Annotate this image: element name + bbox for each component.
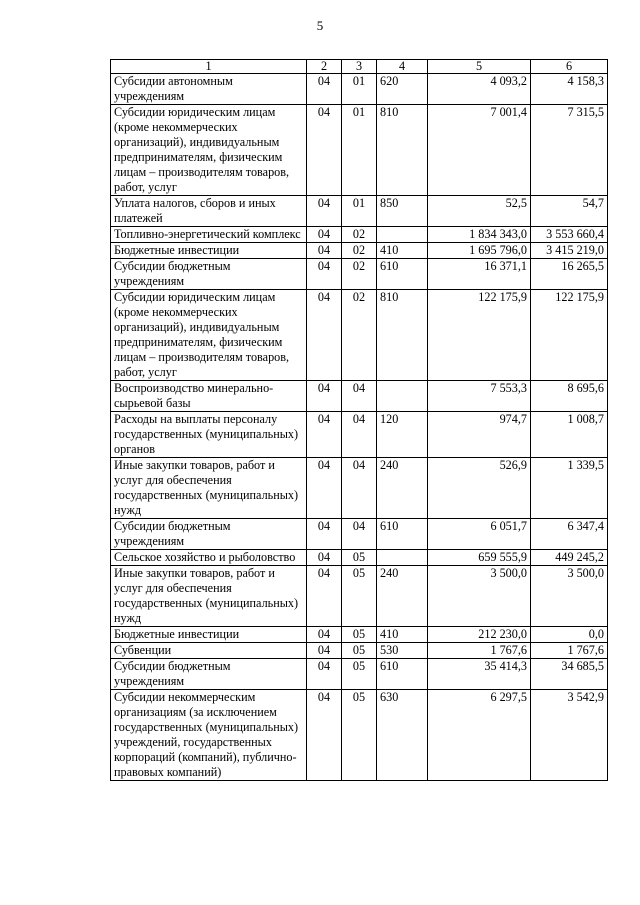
section-code-cell: 04	[307, 643, 342, 659]
row-name-cell: Субсидии некоммерческим организациям (за исключением государственных (муниципальных) учреждений, государственных корпораций (компаний), публично-правовых компаний)	[111, 690, 307, 781]
amount-year1-cell: 659 555,9	[428, 550, 531, 566]
section-code-cell: 04	[307, 566, 342, 627]
amount-year1-cell: 1 767,6	[428, 643, 531, 659]
subsection-code-cell: 01	[342, 196, 377, 227]
table-row	[111, 381, 608, 412]
amount-year2-cell: 3 500,0	[531, 566, 608, 627]
row-name-cell: Субвенции	[111, 643, 307, 659]
amount-year2-cell: 4 158,3	[531, 74, 608, 105]
row-name-cell: Топливно-энергетический комплекс	[111, 227, 307, 243]
expense-type-cell: 410	[377, 627, 428, 643]
section-code-cell: 04	[307, 627, 342, 643]
row-name-cell: Субсидии автономным учреждениям	[111, 74, 307, 105]
expense-type-cell: 810	[377, 290, 428, 381]
table-row	[111, 458, 608, 519]
table-row	[111, 74, 608, 105]
expense-type-cell: 610	[377, 519, 428, 550]
amount-year1-cell: 16 371,1	[428, 259, 531, 290]
table-row	[111, 690, 608, 781]
header-cell: 1	[111, 60, 307, 74]
amount-year2-cell: 1 008,7	[531, 412, 608, 458]
amount-year1-cell: 6 297,5	[428, 690, 531, 781]
subsection-code-cell: 04	[342, 412, 377, 458]
table-row	[111, 566, 608, 627]
table-row	[111, 196, 608, 227]
table-row	[111, 105, 608, 196]
row-name-cell: Уплата налогов, сборов и иных платежей	[111, 196, 307, 227]
section-code-cell: 04	[307, 105, 342, 196]
amount-year2-cell: 1 767,6	[531, 643, 608, 659]
subsection-code-cell: 05	[342, 659, 377, 690]
amount-year2-cell: 1 339,5	[531, 458, 608, 519]
amount-year2-cell: 3 542,9	[531, 690, 608, 781]
budget-table	[110, 59, 608, 781]
section-code-cell: 04	[307, 550, 342, 566]
row-name-cell: Иные закупки товаров, работ и услуг для обеспечения государственных (муниципальных) нужд	[111, 566, 307, 627]
amount-year2-cell: 34 685,5	[531, 659, 608, 690]
expense-type-cell: 120	[377, 412, 428, 458]
expense-type-cell: 630	[377, 690, 428, 781]
subsection-code-cell: 04	[342, 519, 377, 550]
section-code-cell: 04	[307, 196, 342, 227]
section-code-cell: 04	[307, 412, 342, 458]
expense-type-cell	[377, 381, 428, 412]
subsection-code-cell: 05	[342, 643, 377, 659]
table-row	[111, 643, 608, 659]
row-name-cell: Воспроизводство минерально-сырьевой базы	[111, 381, 307, 412]
amount-year1-cell: 52,5	[428, 196, 531, 227]
amount-year1-cell: 212 230,0	[428, 627, 531, 643]
section-code-cell: 04	[307, 690, 342, 781]
expense-type-cell	[377, 227, 428, 243]
section-code-cell: 04	[307, 74, 342, 105]
section-code-cell: 04	[307, 227, 342, 243]
section-code-cell: 04	[307, 659, 342, 690]
amount-year1-cell: 1 695 796,0	[428, 243, 531, 259]
amount-year2-cell: 6 347,4	[531, 519, 608, 550]
header-cell: 4	[377, 60, 428, 74]
table-row	[111, 259, 608, 290]
expense-type-cell: 240	[377, 566, 428, 627]
table-row	[111, 227, 608, 243]
amount-year1-cell: 6 051,7	[428, 519, 531, 550]
row-name-cell: Сельское хозяйство и рыболовство	[111, 550, 307, 566]
table-row	[111, 412, 608, 458]
amount-year1-cell: 35 414,3	[428, 659, 531, 690]
subsection-code-cell: 02	[342, 290, 377, 381]
section-code-cell: 04	[307, 259, 342, 290]
expense-type-cell: 610	[377, 259, 428, 290]
subsection-code-cell: 05	[342, 690, 377, 781]
amount-year1-cell: 4 093,2	[428, 74, 531, 105]
section-code-cell: 04	[307, 243, 342, 259]
header-cell: 5	[428, 60, 531, 74]
section-code-cell: 04	[307, 458, 342, 519]
amount-year2-cell: 8 695,6	[531, 381, 608, 412]
amount-year1-cell: 7 553,3	[428, 381, 531, 412]
subsection-code-cell: 05	[342, 566, 377, 627]
table-row	[111, 659, 608, 690]
page-number: 5	[316, 18, 324, 33]
table-body	[111, 74, 608, 781]
row-name-cell: Субсидии бюджетным учреждениям	[111, 259, 307, 290]
amount-year2-cell: 16 265,5	[531, 259, 608, 290]
expense-type-cell: 620	[377, 74, 428, 105]
header-cell: 3	[342, 60, 377, 74]
row-name-cell: Бюджетные инвестиции	[111, 627, 307, 643]
expense-type-cell: 850	[377, 196, 428, 227]
subsection-code-cell: 05	[342, 550, 377, 566]
amount-year2-cell: 449 245,2	[531, 550, 608, 566]
amount-year1-cell: 122 175,9	[428, 290, 531, 381]
subsection-code-cell: 04	[342, 381, 377, 412]
expense-type-cell: 810	[377, 105, 428, 196]
row-name-cell: Субсидии юридическим лицам (кроме некоммерческих организаций), индивидуальным предпринимателям, физическим лицам – производителям товаров, работ, услуг	[111, 105, 307, 196]
amount-year1-cell: 3 500,0	[428, 566, 531, 627]
amount-year2-cell: 3 415 219,0	[531, 243, 608, 259]
amount-year2-cell: 0,0	[531, 627, 608, 643]
table-row	[111, 290, 608, 381]
row-name-cell: Иные закупки товаров, работ и услуг для обеспечения государственных (муниципальных) нужд	[111, 458, 307, 519]
subsection-code-cell: 04	[342, 458, 377, 519]
amount-year2-cell: 54,7	[531, 196, 608, 227]
row-name-cell: Бюджетные инвестиции	[111, 243, 307, 259]
header-cell: 6	[531, 60, 608, 74]
amount-year1-cell: 7 001,4	[428, 105, 531, 196]
subsection-code-cell: 01	[342, 105, 377, 196]
section-code-cell: 04	[307, 290, 342, 381]
amount-year1-cell: 1 834 343,0	[428, 227, 531, 243]
row-name-cell: Субсидии юридическим лицам (кроме некоммерческих организаций), индивидуальным предпринимателям, физическим лицам – производителям товаров, работ, услуг	[111, 290, 307, 381]
section-code-cell: 04	[307, 519, 342, 550]
expense-type-cell: 240	[377, 458, 428, 519]
expense-type-cell: 610	[377, 659, 428, 690]
header-cell: 2	[307, 60, 342, 74]
row-name-cell: Расходы на выплаты персоналу государственных (муниципальных) органов	[111, 412, 307, 458]
expense-type-cell: 410	[377, 243, 428, 259]
subsection-code-cell: 02	[342, 259, 377, 290]
amount-year2-cell: 7 315,5	[531, 105, 608, 196]
row-name-cell: Субсидии бюджетным учреждениям	[111, 659, 307, 690]
table-row	[111, 627, 608, 643]
section-code-cell: 04	[307, 381, 342, 412]
amount-year1-cell: 974,7	[428, 412, 531, 458]
table-row	[111, 243, 608, 259]
expense-type-cell: 530	[377, 643, 428, 659]
row-name-cell: Субсидии бюджетным учреждениям	[111, 519, 307, 550]
amount-year2-cell: 3 553 660,4	[531, 227, 608, 243]
amount-year2-cell: 122 175,9	[531, 290, 608, 381]
subsection-code-cell: 01	[342, 74, 377, 105]
subsection-code-cell: 02	[342, 227, 377, 243]
table-row	[111, 519, 608, 550]
table-row	[111, 550, 608, 566]
subsection-code-cell: 05	[342, 627, 377, 643]
header-row	[111, 60, 608, 74]
expense-type-cell	[377, 550, 428, 566]
subsection-code-cell: 02	[342, 243, 377, 259]
amount-year1-cell: 526,9	[428, 458, 531, 519]
